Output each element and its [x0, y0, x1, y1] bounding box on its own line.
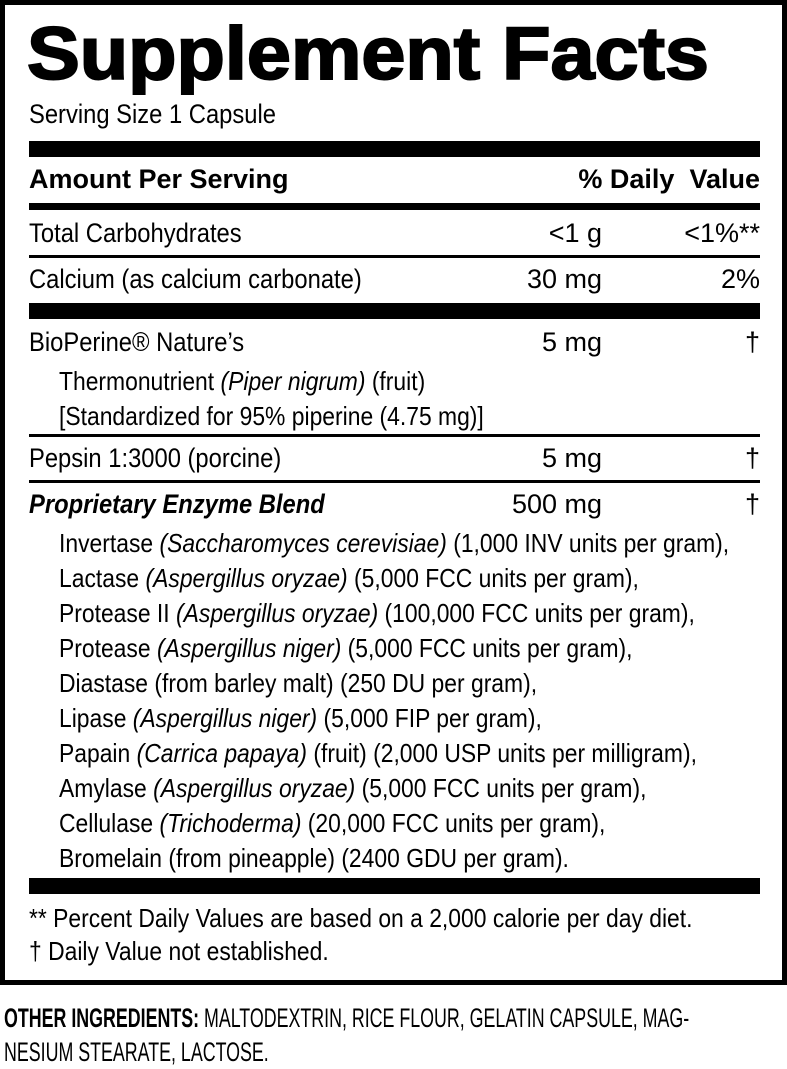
- species-name-italic: (Aspergillus oryzae): [153, 773, 356, 803]
- sub-ingredient-line: [29, 841, 760, 876]
- daily-value-header: % Daily Value: [578, 164, 760, 194]
- nutrient-row: [29, 212, 760, 255]
- amount-per-serving-header: Amount Per Serving: [29, 164, 289, 194]
- sub-ingredient-line: [29, 701, 760, 736]
- sub-ingredient-text: [59, 596, 695, 631]
- nutrient-row: [29, 437, 760, 480]
- text-segment: (fruit): [365, 366, 426, 396]
- other-ingredients-value1: MALTODEXTRIN, RICE FLOUR, GELATIN CAPSULE, MAG-: [203, 1003, 690, 1033]
- text-segment: Protease II: [59, 598, 177, 628]
- dv-cell: †: [744, 443, 760, 473]
- species-name-italic: (Aspergillus oryzae): [145, 563, 348, 593]
- sub-ingredient-line: [29, 596, 760, 631]
- text-segment: Protease: [59, 633, 157, 663]
- species-name-italic: (Aspergillus niger): [132, 703, 318, 733]
- serving-size: [29, 97, 760, 131]
- sub-ingredient-line: [29, 736, 760, 771]
- sub-ingredient-line: [29, 526, 760, 561]
- text-segment: Proprietary Enzyme Blend: [29, 489, 325, 519]
- other-ingredients: [4, 1001, 785, 1069]
- text-segment: (5,000 FCC units per gram),: [355, 773, 647, 803]
- divider-thick: [29, 303, 760, 319]
- nutrient-name: [29, 264, 482, 294]
- text-segment: Pepsin 1:3000 (porcine): [29, 443, 282, 473]
- footnote-daily-values-text: ** Percent Daily Values are based on a 2,000 calorie per day diet.: [29, 903, 693, 933]
- sub-ingredient-line: [29, 561, 760, 596]
- sub-ingredient-text: [59, 526, 729, 561]
- divider-thick: [29, 878, 760, 894]
- sub-ingredient-line: [29, 771, 760, 806]
- amount-cell: 30 mg: [526, 264, 602, 294]
- text-segment: BioPerine® Nature’s: [29, 327, 245, 357]
- species-name-italic: (Piper nigrum): [220, 366, 366, 396]
- species-name-italic: (Aspergillus oryzae): [176, 598, 379, 628]
- text-segment: Amylase: [59, 773, 154, 803]
- sub-ingredient-text: [59, 364, 425, 399]
- nutrient-name: [29, 443, 482, 473]
- other-ingredients-value2: NESIUM STEARATE, LACTOSE.: [4, 1037, 269, 1067]
- text-segment: Invertase: [59, 528, 160, 558]
- dv-cell: 2%: [720, 264, 760, 294]
- text-segment: Diastase (from barley malt) (250 DU per gram),: [59, 668, 538, 698]
- sub-ingredient-line: [29, 806, 760, 841]
- sub-ingredient-line: [29, 631, 760, 666]
- text-segment: (fruit) (2,000 USP units per milligram),: [307, 738, 697, 768]
- divider-medium: [29, 203, 760, 210]
- other-ingredients-line1: [4, 1001, 785, 1035]
- species-name-italic: (Saccharomyces cerevisiae): [159, 528, 447, 558]
- amount-cell: <1 g: [548, 218, 602, 248]
- text-segment: (5,000 FCC units per gram),: [341, 633, 633, 663]
- footnote-daily-values: [29, 902, 760, 935]
- species-name-italic: (Carrica papaya): [136, 738, 308, 768]
- footnote-dagger: [29, 935, 760, 968]
- nutrient-name-text: [29, 218, 242, 248]
- sub-ingredient-text: [59, 666, 537, 701]
- sub-ingredient-text: [59, 631, 633, 666]
- amount-cell: 5 mg: [541, 443, 602, 473]
- sub-ingredient-text: [59, 736, 697, 771]
- nutrient-name: [29, 489, 482, 519]
- nutrient-row: [29, 483, 760, 526]
- nutrient-name-text: [29, 489, 325, 519]
- other-ingredients-line2: [4, 1035, 785, 1069]
- text-segment: Bromelain (from pineapple) (2400 GDU per gram).: [59, 843, 569, 873]
- amount-cell: 500 mg: [511, 489, 602, 519]
- dv-cell: †: [744, 489, 760, 519]
- amount-cell: 5 mg: [541, 327, 602, 357]
- text-segment: Calcium (as calcium carbonate): [29, 264, 362, 294]
- sub-ingredient-line: [29, 399, 760, 434]
- sub-ingredient-text: [59, 561, 639, 596]
- text-segment: [Standardized for 95% piperine (4.75 mg)]: [59, 401, 484, 431]
- sub-ingredient-text: [59, 771, 646, 806]
- text-segment: Total Carbohydrates: [29, 218, 242, 248]
- text-segment: (5,000 FCC units per gram),: [347, 563, 639, 593]
- divider-thick: [29, 141, 760, 157]
- serving-size-text: Serving Size 1 Capsule: [29, 99, 276, 129]
- footnotes: [29, 896, 760, 972]
- nutrient-name-text: [29, 264, 362, 294]
- text-segment: (100,000 FCC units per gram),: [378, 598, 695, 628]
- sub-ingredient-line: [29, 364, 760, 399]
- other-ingredients-line2-text: [4, 1035, 269, 1069]
- species-name-italic: (Aspergillus niger): [156, 633, 342, 663]
- text-segment: Thermonutrient: [59, 366, 221, 396]
- text-segment: Cellulase: [59, 808, 160, 838]
- text-segment: (1,000 INV units per gram),: [446, 528, 730, 558]
- nutrient-name: [29, 327, 482, 357]
- text-segment: Lipase: [59, 703, 133, 733]
- nutrient-row: [29, 321, 760, 364]
- nutrient-row: [29, 258, 760, 301]
- dv-cell: <1%**: [684, 218, 760, 248]
- sub-ingredient-text: [59, 806, 605, 841]
- nutrient-name-text: [29, 443, 281, 473]
- sub-ingredient-text: [59, 399, 484, 434]
- table-header: [29, 159, 760, 201]
- text-segment: Papain: [59, 738, 137, 768]
- dv-cell: †: [744, 327, 760, 357]
- panel-title: Supplement Facts: [27, 12, 709, 95]
- footnote-dagger-text: † Daily Value not established.: [29, 936, 329, 966]
- sub-ingredient-text: [59, 701, 542, 736]
- text-segment: (5,000 FIP per gram),: [317, 703, 542, 733]
- sub-ingredient-line: [29, 666, 760, 701]
- sub-ingredient-text: [59, 841, 569, 876]
- species-name-italic: (Trichoderma): [159, 808, 302, 838]
- other-ingredients-line1-text: [4, 1001, 689, 1035]
- nutrient-name-text: [29, 327, 244, 357]
- nutrient-name: [29, 218, 482, 248]
- text-segment: Lactase: [59, 563, 146, 593]
- text-segment: (20,000 FCC units per gram),: [301, 808, 606, 838]
- nutrient-rows: [29, 212, 760, 876]
- other-ingredients-label: OTHER INGREDIENTS:: [4, 1003, 204, 1033]
